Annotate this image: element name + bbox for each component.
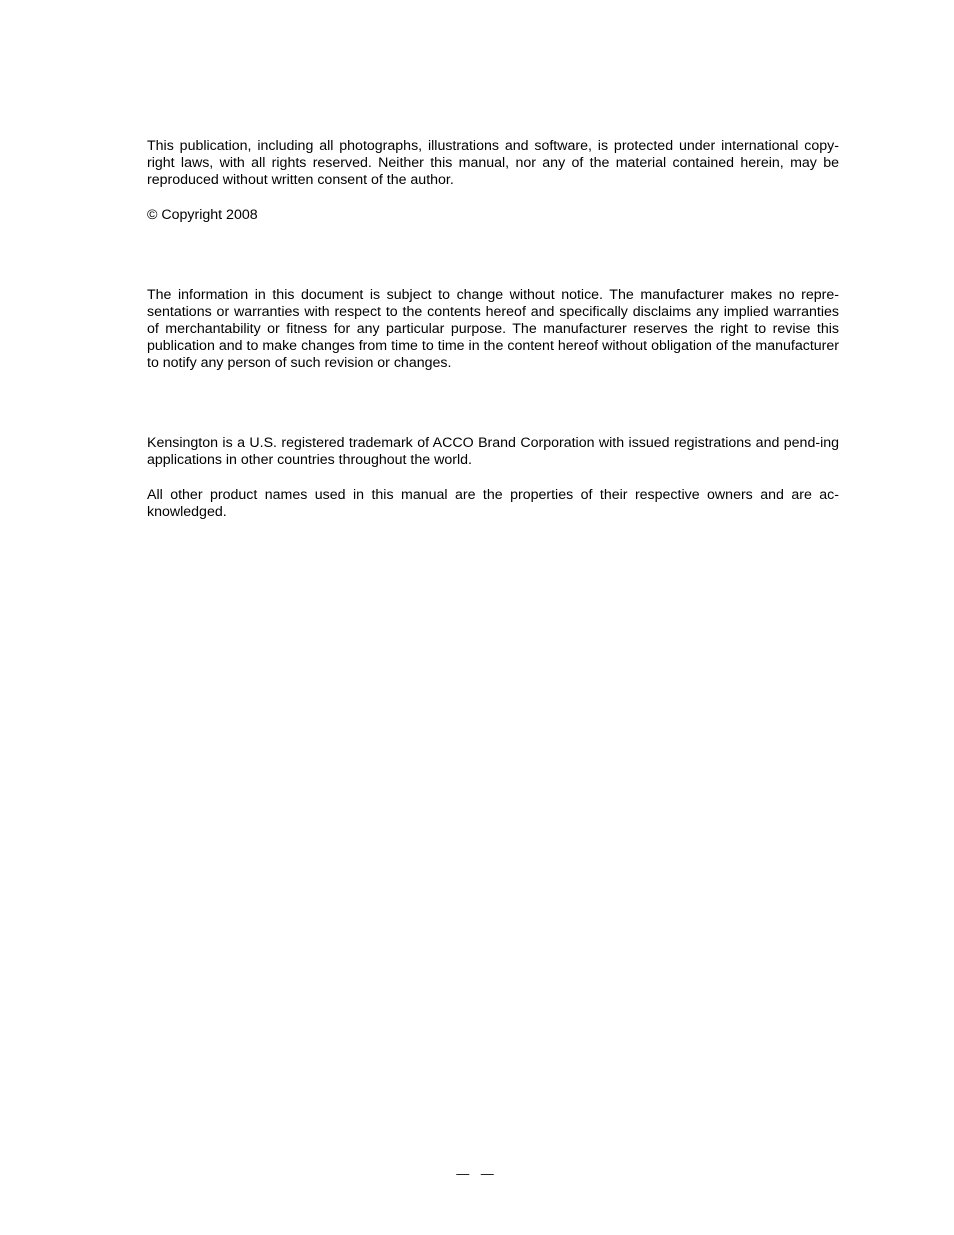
trademark-paragraph: Kensington is a U.S. registered trademark of ACCO Brand Corporation with issued registrations and pend-ing applications in other countries throughout the world.	[147, 435, 839, 468]
page-number-footer: — —	[456, 1166, 498, 1181]
copyright-year: © Copyright 2008	[147, 207, 258, 223]
disclaimer-paragraph: The information in this document is subject to change without notice. The manufacturer makes no repre-sentations or warranties with respect to the contents hereof and specifically disclaims any implied warranties of merchantability or fitness for any particular purpose. The manufacturer reserves the right to revise this publication and to make changes from time to time in the content hereof without obligation of the manufacturer to notify any person of such revision or changes.	[147, 287, 839, 371]
other-product-names-paragraph: All other product names used in this manual are the properties of their respective owners and are ac-knowledged.	[147, 487, 839, 520]
copyright-notice-paragraph: This publication, including all photographs, illustrations and software, is protected under international copy-right laws, with all rights reserved. Neither this manual, nor any of the material contained herein, may be reproduced without written consent of the author.	[147, 138, 839, 188]
document-body	[147, 138, 839, 521]
